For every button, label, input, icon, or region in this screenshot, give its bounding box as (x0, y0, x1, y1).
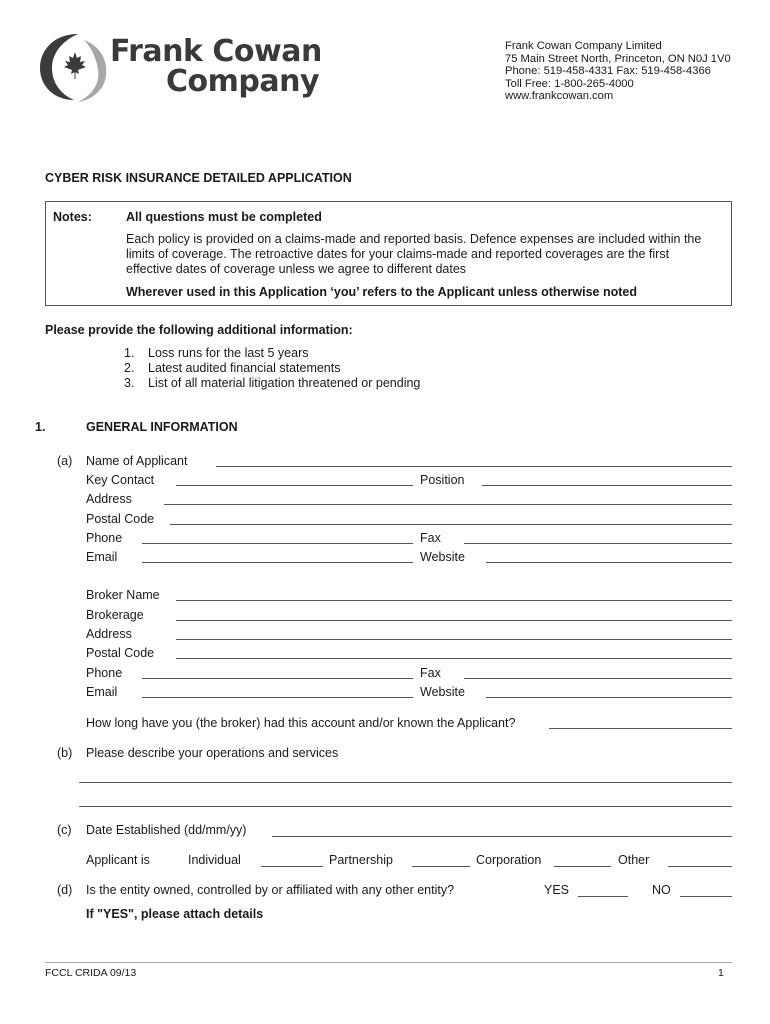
broker-website-label: Website (420, 685, 465, 699)
partnership-field[interactable] (412, 866, 470, 867)
position-label: Position (420, 473, 465, 487)
company-name: Frank Cowan Company Limited (505, 40, 662, 52)
broker-address-label: Address (86, 627, 132, 641)
postal-code-field[interactable] (170, 524, 732, 525)
operations-field-line-1[interactable] (79, 782, 732, 783)
postal-code-label: Postal Code (86, 512, 155, 526)
broker-phone-label: Phone (86, 666, 123, 680)
other-label: Other (618, 853, 650, 867)
notes-paragraph: Each policy is provided on a claims-made and reported basis. Defence expenses are included within the limits of coverage. The retroactive dates for your claims-made and reported coverages are the first effective dates of coverage unless we agree to different dates (126, 232, 702, 276)
email-field[interactable] (142, 562, 413, 563)
phone-label: Phone (86, 531, 123, 545)
notes-heading: All questions must be completed (126, 210, 322, 224)
brokerage-label: Brokerage (86, 608, 144, 622)
company-website: www.frankcowan.com (505, 90, 614, 102)
additional-heading: Please provide the following additional information: (45, 323, 353, 337)
corporation-label: Corporation (476, 853, 542, 867)
subsection-label-a: (a) (57, 454, 73, 468)
website-label: Website (420, 550, 465, 564)
company-logo (38, 30, 322, 104)
individual-label: Individual (188, 853, 241, 867)
logo-swoosh-icon (38, 30, 110, 104)
section-title: GENERAL INFORMATION (86, 420, 238, 434)
other-field[interactable] (668, 866, 732, 867)
broker-fax-field[interactable] (464, 678, 732, 679)
website-field[interactable] (486, 562, 732, 563)
notes-footer: Wherever used in this Application ‘you’ refers to the Applicant unless otherwise noted (126, 285, 637, 299)
yes-field[interactable] (578, 896, 628, 897)
company-toll-free: Toll Free: 1-800-265-4000 (505, 77, 634, 90)
footer-form-code: FCCL CRIDA 09/13 (45, 967, 137, 979)
no-label: NO (652, 883, 671, 897)
broker-name-label: Broker Name (86, 588, 160, 602)
subsection-label-b: (b) (57, 746, 73, 760)
notes-label: Notes: (53, 210, 92, 224)
name-of-applicant-field[interactable] (216, 466, 732, 467)
list-item: Latest audited financial statements (148, 361, 341, 375)
partnership-label: Partnership (329, 853, 393, 867)
operations-field-line-2[interactable] (79, 806, 732, 807)
maple-leaf-icon (64, 52, 86, 79)
brokerage-field[interactable] (176, 620, 732, 621)
operations-question: Please describe your operations and services (86, 746, 339, 760)
company-address-block (505, 40, 731, 103)
name-of-applicant-label: Name of Applicant (86, 454, 188, 468)
how-long-field[interactable] (549, 728, 732, 729)
page-title: CYBER RISK INSURANCE DETAILED APPLICATION (45, 171, 352, 185)
list-item-number: 1. (124, 346, 135, 360)
list-item-number: 2. (124, 361, 135, 375)
section-number: 1. (35, 420, 46, 434)
how-long-label: How long have you (the broker) had this account and/or known the Applicant? (86, 716, 516, 730)
footer-page-number: 1 (718, 967, 724, 979)
broker-website-field[interactable] (486, 697, 732, 698)
broker-postal-code-label: Postal Code (86, 646, 155, 660)
phone-field[interactable] (142, 543, 413, 544)
list-item: List of all material litigation threatened or pending (148, 376, 421, 390)
subsection-label-c: (c) (57, 823, 72, 837)
corporation-field[interactable] (554, 866, 611, 867)
logo-line-2: Company (166, 64, 320, 99)
address-field[interactable] (164, 504, 732, 505)
date-established-label: Date Established (dd/mm/yy) (86, 823, 247, 837)
broker-email-field[interactable] (142, 697, 413, 698)
key-contact-label: Key Contact (86, 473, 155, 487)
individual-field[interactable] (261, 866, 323, 867)
company-phone-fax: Phone: 519-458-4331 Fax: 519-458-4366 (505, 65, 711, 77)
subsection-label-d: (d) (57, 883, 73, 897)
logo-line-1: Frank Cowan (110, 34, 322, 69)
broker-name-field[interactable] (176, 600, 732, 601)
company-street: 75 Main Street North, Princeton, ON N0J 1V0 (505, 52, 731, 65)
footer-divider (45, 962, 732, 963)
fax-field[interactable] (464, 543, 732, 544)
affiliated-question: Is the entity owned, controlled by or affiliated with any other entity? (86, 883, 455, 897)
list-item: Loss runs for the last 5 years (148, 346, 309, 360)
broker-email-label: Email (86, 685, 118, 699)
applicant-is-label: Applicant is (86, 853, 150, 867)
position-field[interactable] (482, 485, 732, 486)
date-established-field[interactable] (272, 836, 732, 837)
no-field[interactable] (680, 896, 732, 897)
attach-details-note: If "YES", please attach details (86, 907, 264, 921)
list-item-number: 3. (124, 376, 135, 390)
broker-fax-label: Fax (420, 666, 441, 680)
broker-address-field[interactable] (176, 639, 732, 640)
broker-phone-field[interactable] (142, 678, 413, 679)
key-contact-field[interactable] (176, 485, 413, 486)
email-label: Email (86, 550, 118, 564)
broker-postal-code-field[interactable] (176, 658, 732, 659)
yes-label: YES (544, 883, 570, 897)
fax-label: Fax (420, 531, 441, 545)
address-label: Address (86, 492, 132, 506)
